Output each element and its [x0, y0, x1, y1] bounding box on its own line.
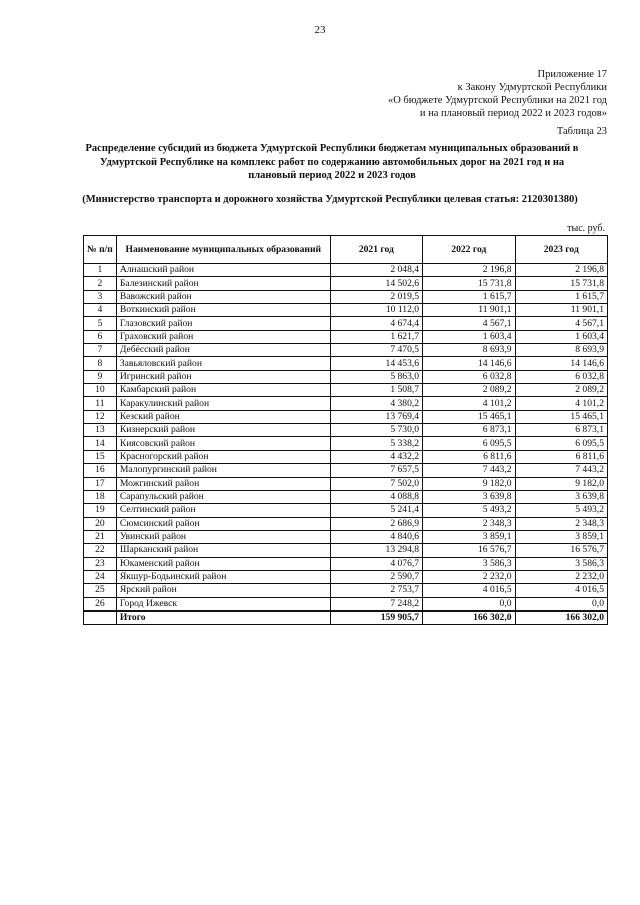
cell-2022: 0,0: [423, 597, 515, 611]
table-body: [84, 264, 608, 625]
cell-num: 12: [84, 410, 117, 423]
cell-2021: 2 019,5: [330, 290, 422, 303]
table-row: [84, 557, 608, 570]
cell-2023: 1 615,7: [515, 290, 607, 303]
table-row: [84, 570, 608, 583]
cell-2023: 2 348,3: [515, 517, 607, 530]
cell-name: Алнашский район: [116, 264, 330, 277]
document-title: Распределение субсидий из бюджета Удмуртской Республики бюджетам муниципальных образований в Удмуртской Республике на комплекс работ по содержанию автомобильных дорог на 2021 год и на плановый период 2022 и 2023 годов: [85, 143, 579, 181]
cell-2021: 5 863,0: [330, 370, 422, 383]
appendix-line-4: и на плановый период 2022 и 2023 годов»: [419, 108, 607, 119]
cell-name: Киясовский район: [116, 437, 330, 450]
table-row: [84, 437, 608, 450]
cell-2022: 8 693,9: [423, 344, 515, 357]
cell-2021: 7 657,5: [330, 464, 422, 477]
cell-name: Сарапульский район: [116, 490, 330, 503]
cell-name: Сюмсинский район: [116, 517, 330, 530]
cell-2021: 4 840,6: [330, 530, 422, 543]
cell-2023: 15 465,1: [515, 410, 607, 423]
cell-2021: 13 769,4: [330, 410, 422, 423]
cell-num: 7: [84, 344, 117, 357]
appendix-line-3: «О бюджете Удмуртской Республики на 2021 год: [387, 95, 607, 106]
appendix-reference: [388, 68, 607, 120]
cell-2022: 2 348,3: [423, 517, 515, 530]
table-row: [84, 464, 608, 477]
total-cell-name: Итого: [116, 611, 330, 625]
cell-2022: 2 196,8: [423, 264, 515, 277]
cell-2021: 14 502,6: [330, 277, 422, 290]
cell-2021: 10 112,0: [330, 304, 422, 317]
table-row: [84, 397, 608, 410]
cell-2022: 1 603,4: [423, 330, 515, 343]
cell-2021: 4 380,2: [330, 397, 422, 410]
cell-2021: 14 453,6: [330, 357, 422, 370]
total-cell-2023: 166 302,0: [515, 611, 607, 625]
cell-2021: 2 753,7: [330, 584, 422, 597]
cell-2023: 3 859,1: [515, 530, 607, 543]
cell-2023: 6 095,5: [515, 437, 607, 450]
cell-name: Город Ижевск: [116, 597, 330, 611]
total-row: [84, 611, 608, 625]
table-row: [84, 357, 608, 370]
table-row: [84, 277, 608, 290]
cell-2023: 16 576,7: [515, 544, 607, 557]
cell-num: 15: [84, 450, 117, 463]
cell-2022: 7 443,2: [423, 464, 515, 477]
cell-2021: 4 674,4: [330, 317, 422, 330]
cell-2021: 7 470,5: [330, 344, 422, 357]
cell-num: 14: [84, 437, 117, 450]
table-row: [84, 370, 608, 383]
cell-2023: 8 693,9: [515, 344, 607, 357]
header-2023: 2023 год: [515, 236, 607, 264]
cell-name: Вавожский район: [116, 290, 330, 303]
total-cell-2021: 159 905,7: [330, 611, 422, 625]
table-row: [84, 530, 608, 543]
table-row: [84, 597, 608, 611]
table-row: [84, 517, 608, 530]
cell-2021: 1 621,7: [330, 330, 422, 343]
cell-2022: 3 586,3: [423, 557, 515, 570]
table-row: [84, 544, 608, 557]
cell-num: 25: [84, 584, 117, 597]
cell-2021: 5 338,2: [330, 437, 422, 450]
table-row: [84, 264, 608, 277]
cell-2023: 5 493,2: [515, 504, 607, 517]
cell-name: Каракулинский район: [116, 397, 330, 410]
cell-num: 6: [84, 330, 117, 343]
cell-num: 21: [84, 530, 117, 543]
cell-name: Малопургинский район: [116, 464, 330, 477]
cell-2021: 13 294,8: [330, 544, 422, 557]
cell-name: Юкаменский район: [116, 557, 330, 570]
cell-2021: 4 076,7: [330, 557, 422, 570]
cell-num: 20: [84, 517, 117, 530]
cell-2022: 15 465,1: [423, 410, 515, 423]
appendix-line-1: Приложение 17: [537, 69, 607, 80]
cell-name: Дебёсский район: [116, 344, 330, 357]
cell-2023: 9 182,0: [515, 477, 607, 490]
cell-2023: 7 443,2: [515, 464, 607, 477]
header-row: [84, 236, 608, 264]
table-row: [84, 317, 608, 330]
table-row: [84, 584, 608, 597]
table-row: [84, 424, 608, 437]
total-cell-num: [84, 611, 117, 625]
cell-2021: 4 088,8: [330, 490, 422, 503]
table-row: [84, 490, 608, 503]
cell-2023: 0,0: [515, 597, 607, 611]
cell-2022: 16 576,7: [423, 544, 515, 557]
cell-2022: 6 095,5: [423, 437, 515, 450]
table-row: [84, 384, 608, 397]
cell-2022: 4 101,2: [423, 397, 515, 410]
cell-name: Шарканский район: [116, 544, 330, 557]
cell-2022: 15 731,8: [423, 277, 515, 290]
document-subtitle: (Министерство транспорта и дорожного хозяйства Удмуртской Республики целевая статья: 2120301380): [82, 194, 578, 205]
cell-name: Глазовский район: [116, 317, 330, 330]
cell-name: Воткинский район: [116, 304, 330, 317]
cell-2022: 4 016,5: [423, 584, 515, 597]
table-row: [84, 344, 608, 357]
page-number: 23: [314, 24, 326, 36]
cell-2023: 14 146,6: [515, 357, 607, 370]
cell-2023: 1 603,4: [515, 330, 607, 343]
cell-name: Можгинский район: [116, 477, 330, 490]
cell-num: 8: [84, 357, 117, 370]
cell-2023: 4 101,2: [515, 397, 607, 410]
cell-2022: 2 232,0: [423, 570, 515, 583]
table-row: [84, 410, 608, 423]
cell-num: 1: [84, 264, 117, 277]
cell-name: Граховский район: [116, 330, 330, 343]
cell-name: Увинский район: [116, 530, 330, 543]
header-2021: 2021 год: [330, 236, 422, 264]
cell-name: Завьяловский район: [116, 357, 330, 370]
cell-num: 2: [84, 277, 117, 290]
header-num: № п/п: [84, 236, 117, 264]
units-label: тыс. руб.: [567, 223, 605, 234]
cell-2023: 6 032,8: [515, 370, 607, 383]
cell-name: Балезинский район: [116, 277, 330, 290]
cell-name: Селтинский район: [116, 504, 330, 517]
table-row: [84, 477, 608, 490]
table-label: Таблица 23: [556, 126, 607, 137]
cell-num: 19: [84, 504, 117, 517]
cell-2022: 9 182,0: [423, 477, 515, 490]
cell-num: 24: [84, 570, 117, 583]
cell-2023: 4 567,1: [515, 317, 607, 330]
cell-num: 9: [84, 370, 117, 383]
cell-2022: 6 811,6: [423, 450, 515, 463]
cell-num: 10: [84, 384, 117, 397]
cell-2021: 5 730,0: [330, 424, 422, 437]
cell-2023: 11 901,1: [515, 304, 607, 317]
table-row: [84, 450, 608, 463]
cell-2023: 2 232,0: [515, 570, 607, 583]
cell-num: 17: [84, 477, 117, 490]
header-2022: 2022 год: [423, 236, 515, 264]
header-name: Наименование муниципальных образований: [116, 236, 330, 264]
cell-2022: 2 089,2: [423, 384, 515, 397]
cell-2021: 7 502,0: [330, 477, 422, 490]
cell-name: Игринский район: [116, 370, 330, 383]
cell-2021: 5 241,4: [330, 504, 422, 517]
cell-name: Кезский район: [116, 410, 330, 423]
cell-2023: 3 639,8: [515, 490, 607, 503]
cell-2022: 5 493,2: [423, 504, 515, 517]
cell-2023: 2 089,2: [515, 384, 607, 397]
cell-2022: 4 567,1: [423, 317, 515, 330]
cell-2021: 2 590,7: [330, 570, 422, 583]
table-row: [84, 330, 608, 343]
appendix-line-2: к Закону Удмуртской Республики: [457, 82, 607, 93]
cell-num: 13: [84, 424, 117, 437]
cell-name: Ярский район: [116, 584, 330, 597]
cell-name: Камбарский район: [116, 384, 330, 397]
cell-2022: 11 901,1: [423, 304, 515, 317]
cell-num: 16: [84, 464, 117, 477]
cell-2022: 14 146,6: [423, 357, 515, 370]
cell-2023: 6 811,6: [515, 450, 607, 463]
cell-2023: 15 731,8: [515, 277, 607, 290]
cell-num: 22: [84, 544, 117, 557]
cell-num: 5: [84, 317, 117, 330]
cell-num: 23: [84, 557, 117, 570]
cell-2022: 1 615,7: [423, 290, 515, 303]
cell-num: 26: [84, 597, 117, 611]
subsidy-table: [83, 235, 608, 625]
cell-num: 11: [84, 397, 117, 410]
cell-2023: 2 196,8: [515, 264, 607, 277]
cell-2021: 4 432,2: [330, 450, 422, 463]
cell-2021: 2 048,4: [330, 264, 422, 277]
cell-2021: 7 248,2: [330, 597, 422, 611]
total-cell-2022: 166 302,0: [423, 611, 515, 625]
cell-num: 18: [84, 490, 117, 503]
cell-name: Красногорский район: [116, 450, 330, 463]
cell-2023: 4 016,5: [515, 584, 607, 597]
cell-2022: 6 032,8: [423, 370, 515, 383]
table-row: [84, 304, 608, 317]
cell-2022: 6 873,1: [423, 424, 515, 437]
cell-2021: 1 508,7: [330, 384, 422, 397]
cell-2023: 3 586,3: [515, 557, 607, 570]
cell-2022: 3 639,8: [423, 490, 515, 503]
table-header: [84, 236, 608, 264]
table-row: [84, 504, 608, 517]
cell-name: Якшур-Бодьинский район: [116, 570, 330, 583]
cell-2023: 6 873,1: [515, 424, 607, 437]
cell-num: 3: [84, 290, 117, 303]
table-row: [84, 290, 608, 303]
cell-2021: 2 686,9: [330, 517, 422, 530]
cell-2022: 3 859,1: [423, 530, 515, 543]
cell-num: 4: [84, 304, 117, 317]
cell-name: Кизнерский район: [116, 424, 330, 437]
